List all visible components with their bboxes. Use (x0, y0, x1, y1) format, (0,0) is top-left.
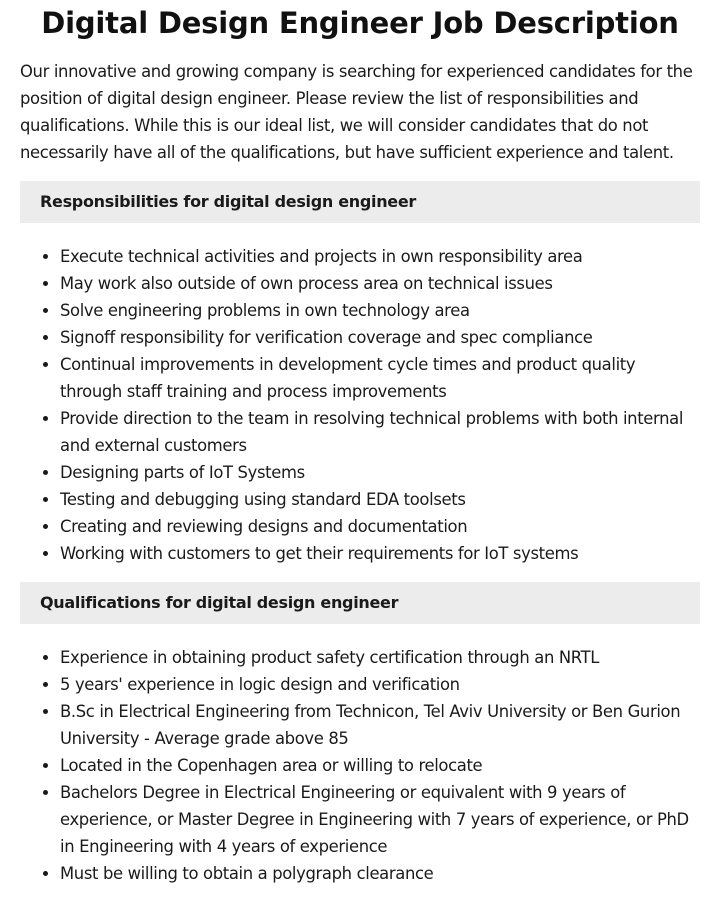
responsibility-item: Working with customers to get their requirements for IoT systems (60, 540, 700, 567)
qualification-item: Located in the Copenhagen area or willing to relocate (60, 752, 700, 779)
qualification-item: 5 years' experience in logic design and verification (60, 671, 700, 698)
qualification-item: Bachelors Degree in Electrical Engineering or equivalent with 9 years of experience, or Master Degree in Engineering with 7 years of experience, or PhD in Engineering with 4 years of experience (60, 779, 700, 860)
responsibility-item: Creating and reviewing designs and documentation (60, 513, 700, 540)
responsibility-item: Testing and debugging using standard EDA toolsets (60, 486, 700, 513)
responsibility-item: Provide direction to the team in resolving technical problems with both internal and external customers (60, 405, 700, 459)
responsibilities-list (20, 243, 700, 567)
responsibilities-heading: Responsibilities for digital design engineer (20, 181, 700, 223)
responsibility-item: Designing parts of IoT Systems (60, 459, 700, 486)
responsibility-item: Solve engineering problems in own technology area (60, 297, 700, 324)
qualification-item: B.Sc in Electrical Engineering from Technicon, Tel Aviv University or Ben Gurion University - Average grade above 85 (60, 698, 700, 752)
responsibility-item: Continual improvements in development cycle times and product quality through staff training and process improvements (60, 351, 700, 405)
page-title: Digital Design Engineer Job Description (41, 6, 679, 40)
intro-paragraph: Our innovative and growing company is searching for experienced candidates for the position of digital design engineer. Please review the list of responsibilities and qualifications. While this is our ideal list, we will consider candidates that do not necessarily have all of the qualifications, but have sufficient experience and talent. (20, 62, 693, 162)
qualifications-heading: Qualifications for digital design engineer (20, 582, 700, 624)
qualification-item: Experience in obtaining product safety certification through an NRTL (60, 644, 700, 671)
responsibility-item: May work also outside of own process area on technical issues (60, 270, 700, 297)
qualification-item: Must be willing to obtain a polygraph clearance (60, 860, 700, 887)
responsibility-item: Execute technical activities and projects in own responsibility area (60, 243, 700, 270)
qualifications-list (20, 644, 700, 887)
responsibility-item: Signoff responsibility for verification coverage and spec compliance (60, 324, 700, 351)
